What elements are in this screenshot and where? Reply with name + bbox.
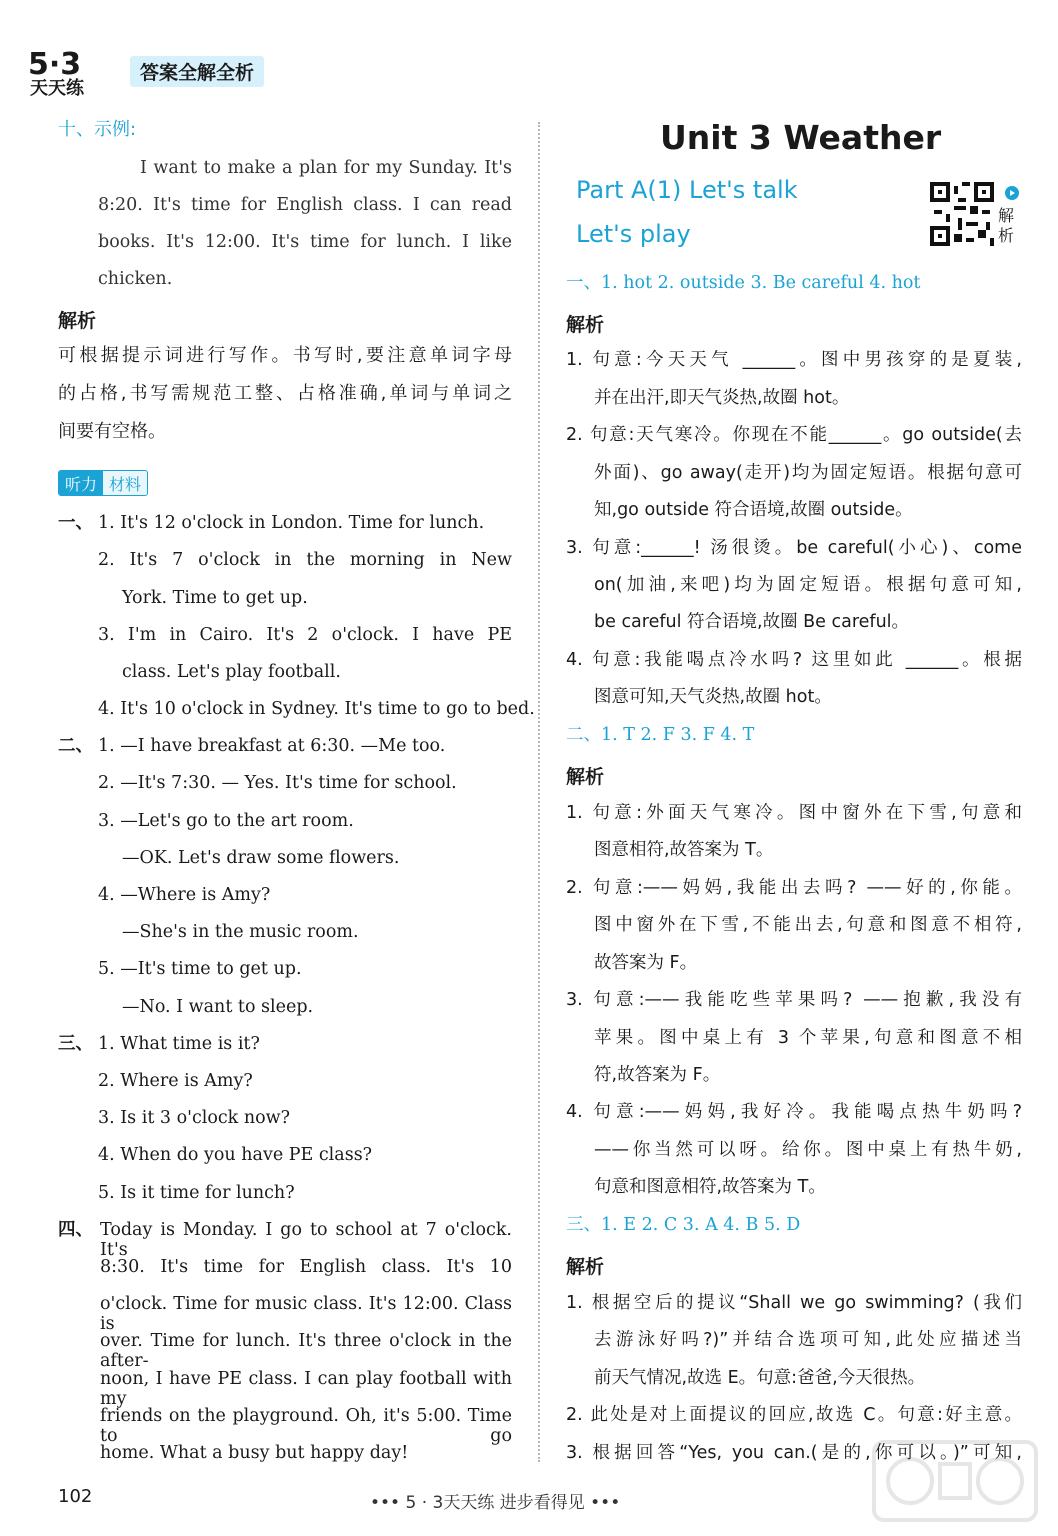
page-number: 102 bbox=[58, 1486, 93, 1507]
transcript-line: 2. It's 7 o'clock in the morning in New bbox=[98, 550, 512, 570]
analysis-heading: 解析 bbox=[566, 314, 605, 336]
transcript-line: 4. When do you have PE class? bbox=[98, 1145, 373, 1165]
transcript-line: Today is Monday. I go to school at 7 o'clock. It's bbox=[100, 1220, 512, 1260]
explanation-line: 3. 根据回答“Yes, you can.(是的,你可以。)”可知, bbox=[566, 1443, 1022, 1463]
explanation-line: 故答案为 F。 bbox=[594, 953, 698, 973]
explanation-line: 外面)、go away(走开)均为固定短语。根据句意可 bbox=[594, 463, 1022, 483]
transcript-line: 5. Is it time for lunch? bbox=[98, 1183, 295, 1203]
explanation-line: 知,go outside 符合语境,故圈 outside。 bbox=[594, 500, 913, 520]
transcript-line: —She's in the music room. bbox=[122, 922, 359, 942]
listening-material-tag bbox=[58, 470, 148, 496]
section-10-label: 十、示例: bbox=[58, 119, 137, 140]
transcript-line: 8:30. It's time for English class. It's 10 bbox=[100, 1257, 512, 1277]
unit-title: Unit 3 Weather bbox=[660, 118, 942, 157]
explanation-line: 4. 句意:——妈妈,我好冷。我能喝点热牛奶吗? bbox=[566, 1102, 1022, 1122]
transcript-line: 3. Is it 3 o'clock now? bbox=[98, 1108, 291, 1128]
analysis-heading: 解析 bbox=[566, 766, 605, 788]
transcript-line: 3. I'm in Cairo. It's 2 o'clock. I have PE bbox=[98, 625, 512, 645]
transcript-line: 2. Where is Amy? bbox=[98, 1071, 253, 1091]
qr-code-icon[interactable] bbox=[930, 182, 994, 246]
explanation-line: 图意可知,天气炎热,故圈 hot。 bbox=[594, 687, 832, 707]
explanation-line: 苹果。图中桌上有 3 个苹果,句意和图意不相 bbox=[594, 1028, 1022, 1048]
footer-slogan: ••• 5 · 3天天练 进步看得见 ••• bbox=[370, 1493, 621, 1513]
explanation-line: 句意和图意相符,故答案为 T。 bbox=[594, 1177, 826, 1197]
explanation-line: on(加油,来吧)均为固定短语。根据句意可知, bbox=[594, 575, 1022, 595]
analysis-heading: 解析 bbox=[566, 1256, 605, 1278]
analysis-line: 间要有空格。 bbox=[58, 421, 166, 442]
explanation-line: 2. 此处是对上面提议的回应,故选 C。句意:好主意。 bbox=[566, 1405, 1022, 1425]
analysis-line: 可根据提示词进行写作。书写时,要注意单词字母 bbox=[58, 345, 512, 366]
svg-text:5·3: 5·3 bbox=[28, 47, 82, 82]
transcript-line: 1. What time is it? bbox=[98, 1034, 260, 1054]
analysis-line: 的占格,书写需规范工整、占格准确,单词与单词之 bbox=[58, 383, 512, 404]
header-title: 答案全解全析 bbox=[130, 56, 264, 87]
example-line: books. It's 12:00. It's time for lunch. I like bbox=[98, 232, 512, 252]
section-4-label: 四、 bbox=[58, 1220, 93, 1240]
transcript-line: home. What a busy but happy day! bbox=[100, 1443, 409, 1463]
section-1-label: 一、 bbox=[58, 513, 93, 533]
tag-listening: 听力 bbox=[59, 471, 103, 495]
section-3-label: 三、 bbox=[58, 1034, 93, 1054]
explanation-line: 符,故答案为 F。 bbox=[594, 1065, 721, 1085]
example-line: chicken. bbox=[98, 269, 173, 289]
example-line: 8:20. It's time for English class. I can read bbox=[98, 195, 512, 215]
transcript-line: class. Let's play football. bbox=[122, 662, 341, 682]
transcript-line: York. Time to get up. bbox=[122, 588, 308, 608]
explanation-line: 图意相符,故答案为 T。 bbox=[594, 840, 774, 860]
transcript-line: 2. —It's 7:30. — Yes. It's time for school. bbox=[98, 773, 457, 793]
column-divider bbox=[538, 122, 540, 1462]
explanation-line: 2. 句意:——妈妈,我能出去吗? ——好的,你能。 bbox=[566, 878, 1022, 898]
answers-1: 一、1. hot 2. outside 3. Be careful 4. hot bbox=[566, 273, 921, 293]
part-title: Part A(1) Let's talk bbox=[576, 176, 798, 204]
watermark-logo-icon bbox=[870, 1436, 1040, 1526]
transcript-line: 5. —It's time to get up. bbox=[98, 959, 302, 979]
transcript-line: —OK. Let's draw some flowers. bbox=[122, 848, 400, 868]
transcript-line: noon, I have PE class. I can play football with my bbox=[100, 1369, 512, 1409]
explanation-line: 3. 句意:______! 汤很烫。be careful(小心)、come bbox=[566, 538, 1022, 558]
explanation-line: 2. 句意:天气寒冷。你现在不能______。go outside(去 bbox=[566, 425, 1022, 445]
answers-2: 二、1. T 2. F 3. F 4. T bbox=[566, 725, 755, 745]
play-icon[interactable] bbox=[1005, 186, 1019, 200]
transcript-line: 4. —Where is Amy? bbox=[98, 885, 271, 905]
transcript-line: o'clock. Time for music class. It's 12:00. Class is bbox=[100, 1294, 512, 1334]
explanation-line: 并在出汗,即天气炎热,故圈 hot。 bbox=[594, 388, 850, 408]
example-line: I want to make a plan for my Sunday. It's bbox=[140, 158, 512, 178]
explanation-line: 图中窗外在下雪,不能出去,句意和图意不相符, bbox=[594, 915, 1022, 935]
svg-text:天天练: 天天练 bbox=[30, 78, 84, 99]
answers-3: 三、1. E 2. C 3. A 4. B 5. D bbox=[566, 1215, 801, 1235]
tag-material: 材料 bbox=[103, 471, 147, 495]
transcript-line: over. Time for lunch. It's three o'clock in the after- bbox=[100, 1331, 512, 1371]
explanation-line: 去游泳好吗?)”并结合选项可知,此处应描述当 bbox=[594, 1330, 1022, 1350]
transcript-line: 1. It's 12 o'clock in London. Time for lunch. bbox=[98, 513, 485, 533]
transcript-line: —No. I want to sleep. bbox=[122, 997, 314, 1017]
explanation-line: ——你当然可以呀。给你。图中桌上有热牛奶, bbox=[594, 1140, 1022, 1160]
explanation-line: 3. 句意:——我能吃些苹果吗? ——抱歉,我没有 bbox=[566, 990, 1022, 1010]
transcript-line: friends on the playground. Oh, it's 5:00. Time to go bbox=[100, 1406, 512, 1446]
section-2-label: 二、 bbox=[58, 736, 93, 756]
explanation-line: 4. 句意:我能喝点冷水吗? 这里如此 ______。根据 bbox=[566, 650, 1022, 670]
transcript-line: 1. —I have breakfast at 6:30. —Me too. bbox=[98, 736, 446, 756]
explanation-line: 1. 根据空后的提议“Shall we go swimming? (我们 bbox=[566, 1293, 1022, 1313]
brand-logo-icon bbox=[26, 44, 126, 100]
part-subtitle: Let's play bbox=[576, 220, 691, 248]
explanation-line: 1. 句意:外面天气寒冷。图中窗外在下雪,句意和 bbox=[566, 803, 1022, 823]
explanation-line: be careful 符合语境,故圈 Be careful。 bbox=[594, 612, 910, 632]
transcript-line: 4. It's 10 o'clock in Sydney. It's time to go to bed. bbox=[98, 699, 535, 719]
analysis-heading: 解析 bbox=[58, 310, 97, 332]
transcript-line: 3. —Let's go to the art room. bbox=[98, 811, 354, 831]
qr-label: 解析 bbox=[998, 206, 1015, 245]
explanation-line: 前天气情况,故选 E。句意:爸爸,今天很热。 bbox=[594, 1368, 926, 1388]
explanation-line: 1. 句意:今天天气 ______。图中男孩穿的是夏装, bbox=[566, 350, 1022, 370]
